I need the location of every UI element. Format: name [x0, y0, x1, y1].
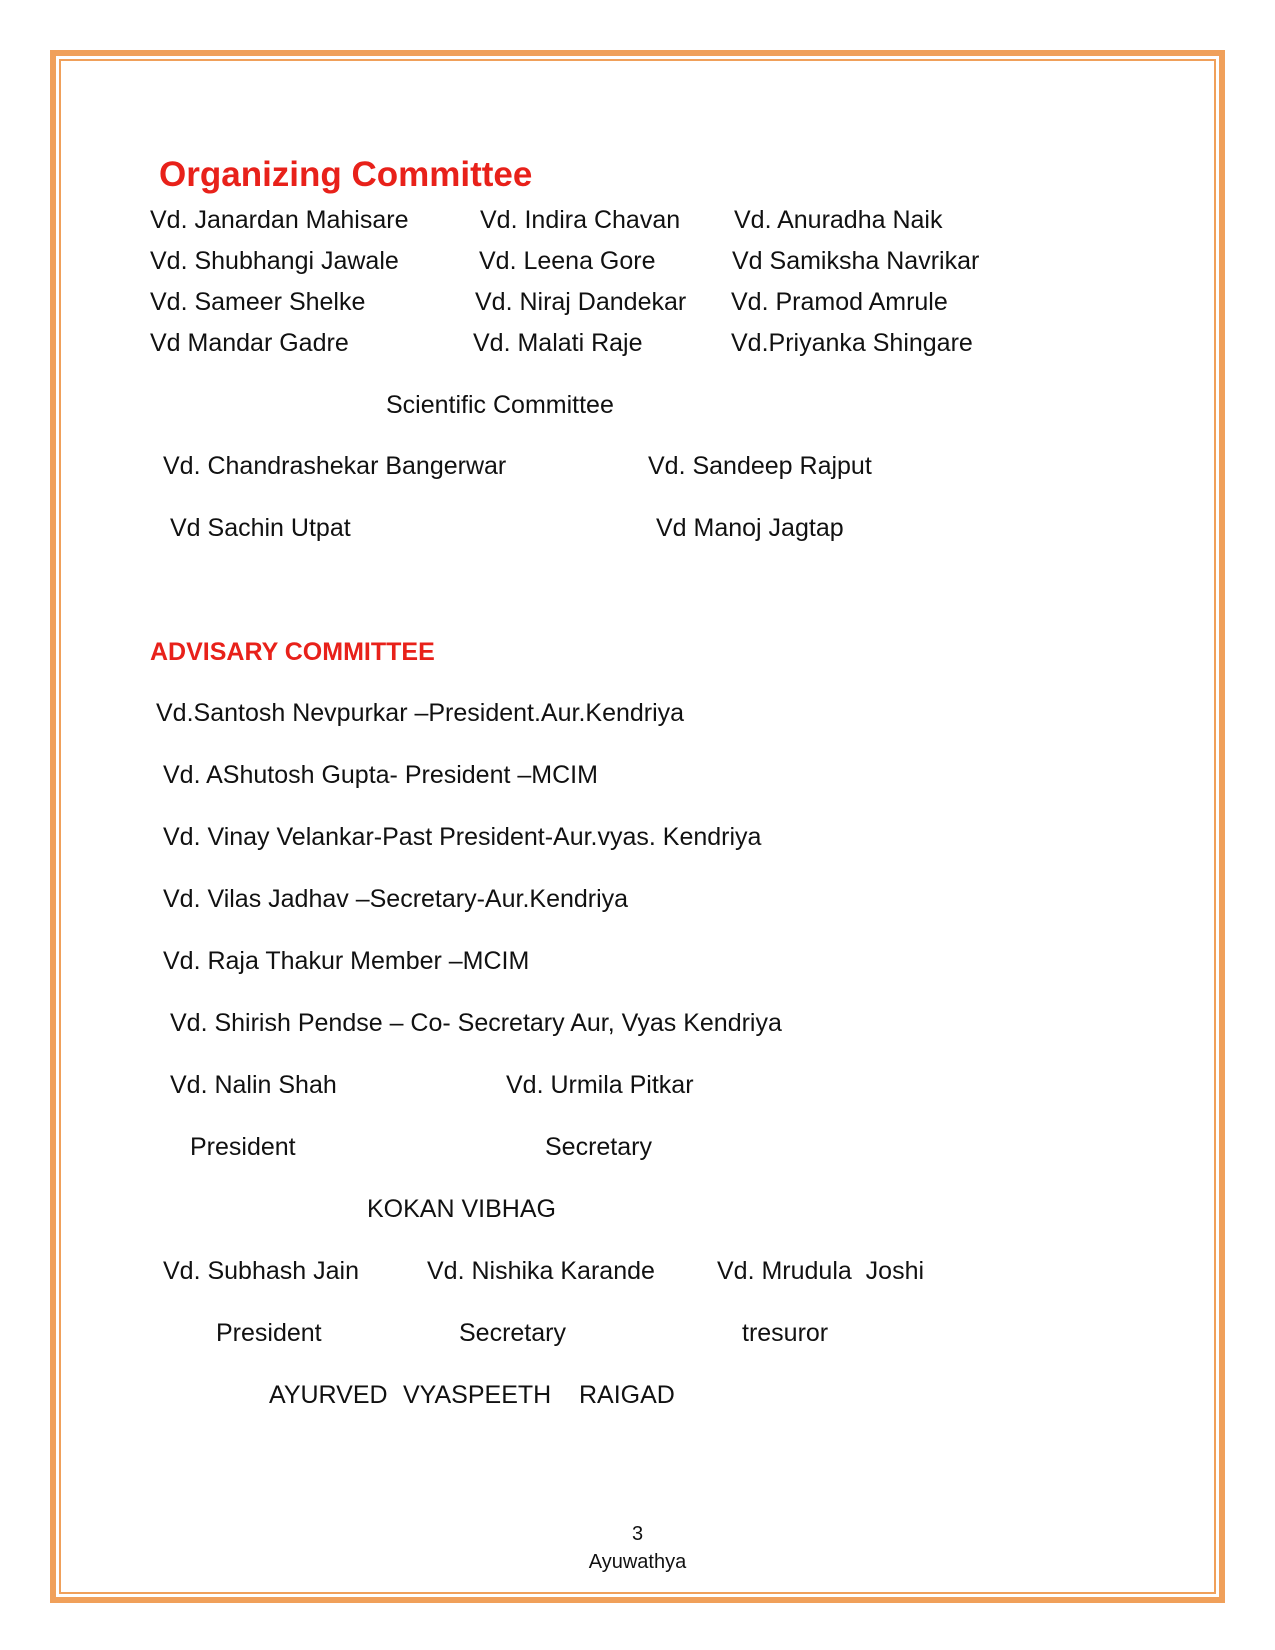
advisory-member: Vd.Santosh Nevpurkar –President.Aur.Kendriya — [156, 699, 685, 727]
organizing-member: Vd. Sameer Shelke — [150, 288, 366, 316]
page-number: 3 — [631, 1523, 644, 1545]
advisory-member: Vd. AShutosh Gupta- President –MCIM — [163, 761, 598, 789]
scientific-member: Vd. Sandeep Rajput — [648, 452, 872, 480]
scientific-member: Vd. Chandrashekar Bangerwar — [163, 452, 507, 480]
organizing-member: Vd.Priyanka Shingare — [731, 329, 973, 357]
kokan-member: Vd. Subhash Jain — [163, 1257, 359, 1285]
kokan-role: Secretary — [459, 1319, 566, 1347]
organizing-member: Vd. Indira Chavan — [480, 206, 681, 234]
footer-title: Ayuwathya — [588, 1551, 687, 1573]
organizing-member: Vd Mandar Gadre — [150, 329, 349, 357]
advisory-office-role: President — [190, 1133, 296, 1161]
organizing-member: Vd. Janardan Mahisare — [150, 206, 409, 234]
scientific-member: Vd Manoj Jagtap — [656, 514, 844, 542]
advisory-member: Vd. Shirish Pendse – Co- Secretary Aur, Vyas Kendriya — [170, 1009, 782, 1037]
organizing-member: Vd. Shubhangi Jawale — [150, 247, 399, 275]
advisory-member: Vd. Vilas Jadhav –Secretary-Aur.Kendriya — [163, 885, 629, 913]
organizing-member: Vd. Niraj Dandekar — [475, 288, 687, 316]
org-name-part: RAIGAD — [579, 1381, 675, 1409]
advisory-member: Vd. Vinay Velankar-Past President-Aur.vyas. Kendriya — [163, 823, 762, 851]
advisory-member: Vd. Raja Thakur Member –MCIM — [163, 947, 530, 975]
organizing-committee-title: Organizing Committee — [159, 155, 533, 194]
organizing-member: Vd. Leena Gore — [479, 247, 656, 275]
organizing-member: Vd. Anuradha Naik — [734, 206, 943, 234]
kokan-member: Vd. Nishika Karande — [427, 1257, 655, 1285]
advisory-office-role: Secretary — [545, 1133, 652, 1161]
organizing-member: Vd Samiksha Navrikar — [732, 247, 980, 275]
organizing-member: Vd. Malati Raje — [473, 329, 643, 357]
kokan-role: President — [216, 1319, 322, 1347]
advisory-office-name: Vd. Urmila Pitkar — [506, 1071, 694, 1099]
scientific-member: Vd Sachin Utpat — [170, 514, 351, 542]
kokan-role: tresuror — [742, 1319, 829, 1347]
kokan-member: Vd. Mrudula Joshi — [717, 1257, 925, 1285]
advisory-office-name: Vd. Nalin Shah — [170, 1071, 337, 1099]
org-name-part: VYASPEETH — [403, 1381, 552, 1409]
advisory-committee-title: ADVISARY COMMITTEE — [150, 638, 435, 666]
org-name-part: AYURVED — [269, 1381, 388, 1409]
organizing-member: Vd. Pramod Amrule — [731, 288, 948, 316]
scientific-committee-title: Scientific Committee — [386, 391, 614, 419]
kokan-vibhag-title: KOKAN VIBHAG — [367, 1195, 556, 1223]
